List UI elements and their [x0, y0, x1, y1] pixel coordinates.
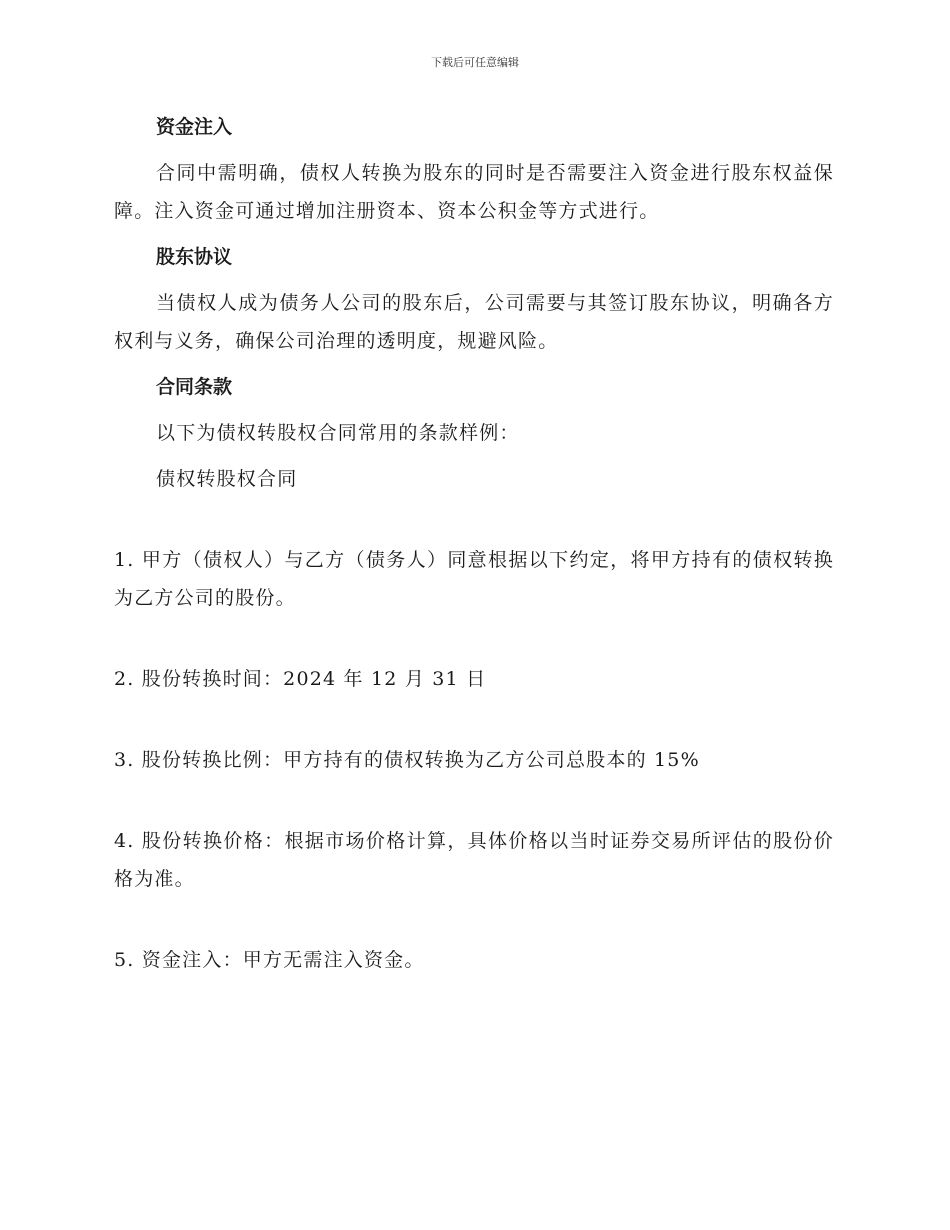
clause-item: 1. 甲方（债权人）与乙方（债务人）同意根据以下约定，将甲方持有的债权转换为乙方公司的股份。	[114, 549, 834, 609]
document-body	[114, 108, 834, 979]
paragraph-capital-injection: 合同中需明确，债权人转换为股东的同时是否需要注入资金进行股东权益保障。注入资金可通过增加注册资本、资本公积金等方式进行。	[114, 162, 834, 222]
clause-item: 4. 股份转换价格：根据市场价格计算，具体价格以当时证券交易所评估的股份价格为准。	[114, 830, 834, 890]
paragraph-shareholder-agreement: 当债权人成为债务人公司的股东后，公司需要与其签订股东协议，明确各方权利与义务，确保公司治理的透明度，规避风险。	[114, 292, 834, 352]
paragraph-contract-intro: 以下为债权转股权合同常用的条款样例：	[156, 422, 520, 444]
clause-item: 3. 股份转换比例：甲方持有的债权转换为乙方公司总股本的 15%	[114, 749, 700, 771]
clause-item: 5. 资金注入：甲方无需注入资金。	[114, 949, 425, 971]
page-header: 下载后可任意编辑	[431, 56, 519, 69]
section-heading-shareholder-agreement: 股东协议	[156, 246, 233, 268]
section-heading-capital-injection: 资金注入	[156, 116, 233, 138]
section-heading-contract-terms: 合同条款	[156, 376, 233, 398]
clause-item: 2. 股份转换时间：2024 年 12 月 31 日	[114, 668, 487, 690]
contract-title: 债权转股权合同	[156, 468, 298, 490]
